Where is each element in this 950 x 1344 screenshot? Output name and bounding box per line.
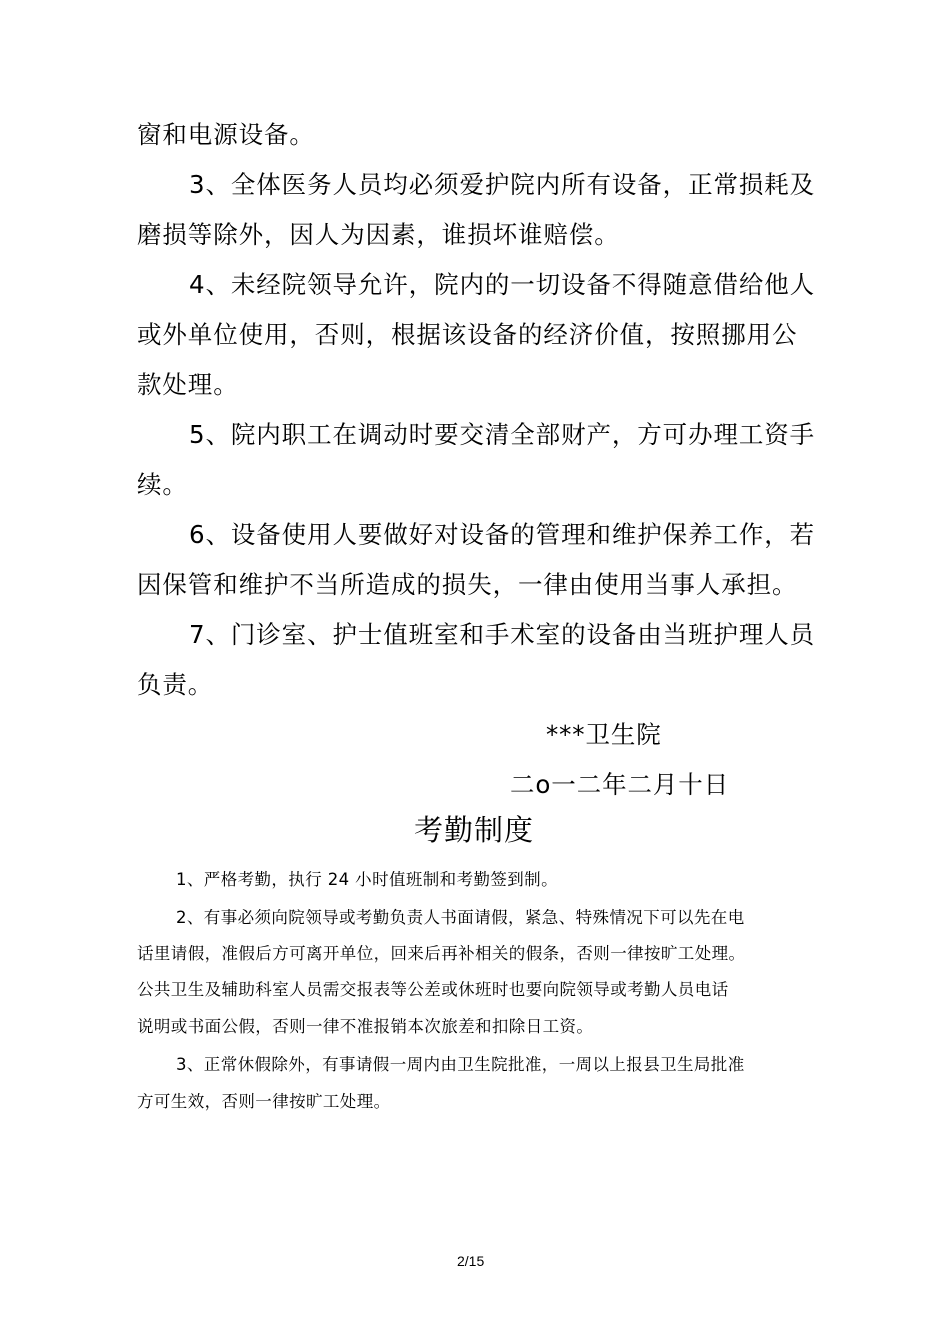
rule-line: 4、未经院领导允许，院内的一切设备不得随意借给他人	[189, 270, 816, 299]
rule-line: 3、全体医务人员均必须爱护院内所有设备，正常损耗及	[189, 170, 816, 199]
rule-line: 款处理。	[137, 370, 239, 399]
page-number: 2/15	[457, 1253, 485, 1269]
signature-date: 二o一二年二月十日	[510, 770, 730, 799]
rule-line: 窗和电源设备。	[137, 120, 315, 149]
rule-line: 7、门诊室、护士值班室和手术室的设备由当班护理人员	[189, 620, 816, 649]
attendance-line: 说明或书面公假，否则一律不准报销本次旅差和扣除日工资。	[137, 1017, 594, 1036]
attendance-title: 考勤制度	[414, 813, 535, 847]
rule-line: 因保管和维护不当所造成的损失，一律由使用当事人承担。	[137, 570, 798, 599]
attendance-line: 3、正常休假除外，有事请假一周内由卫生院批准，一周以上报县卫生局批准	[176, 1055, 745, 1074]
rule-line: 续。	[137, 470, 188, 499]
signature-organization: ***卫生院	[546, 720, 662, 749]
rule-line: 或外单位使用，否则，根据该设备的经济价值，按照挪用公	[137, 320, 798, 349]
attendance-line: 公共卫生及辅助科室人员需交报表等公差或休班时也要向院领导或考勤人员电话	[137, 980, 729, 999]
attendance-line: 1、严格考勤，执行 24 小时值班制和考勤签到制。	[176, 870, 558, 889]
rule-line: 负责。	[137, 670, 214, 699]
attendance-line: 话里请假，准假后方可离开单位，回来后再补相关的假条，否则一律按旷工处理。	[137, 944, 746, 963]
rule-line: 6、设备使用人要做好对设备的管理和维护保养工作，若	[189, 520, 816, 549]
rule-line: 5、院内职工在调动时要交清全部财产，方可办理工资手	[189, 420, 816, 449]
attendance-line: 2、有事必须向院领导或考勤负责人书面请假，紧急、特殊情况下可以先在电	[176, 908, 745, 927]
rule-line: 磨损等除外，因人为因素，谁损坏谁赔偿。	[137, 220, 620, 249]
attendance-line: 方可生效，否则一律按旷工处理。	[137, 1092, 391, 1111]
